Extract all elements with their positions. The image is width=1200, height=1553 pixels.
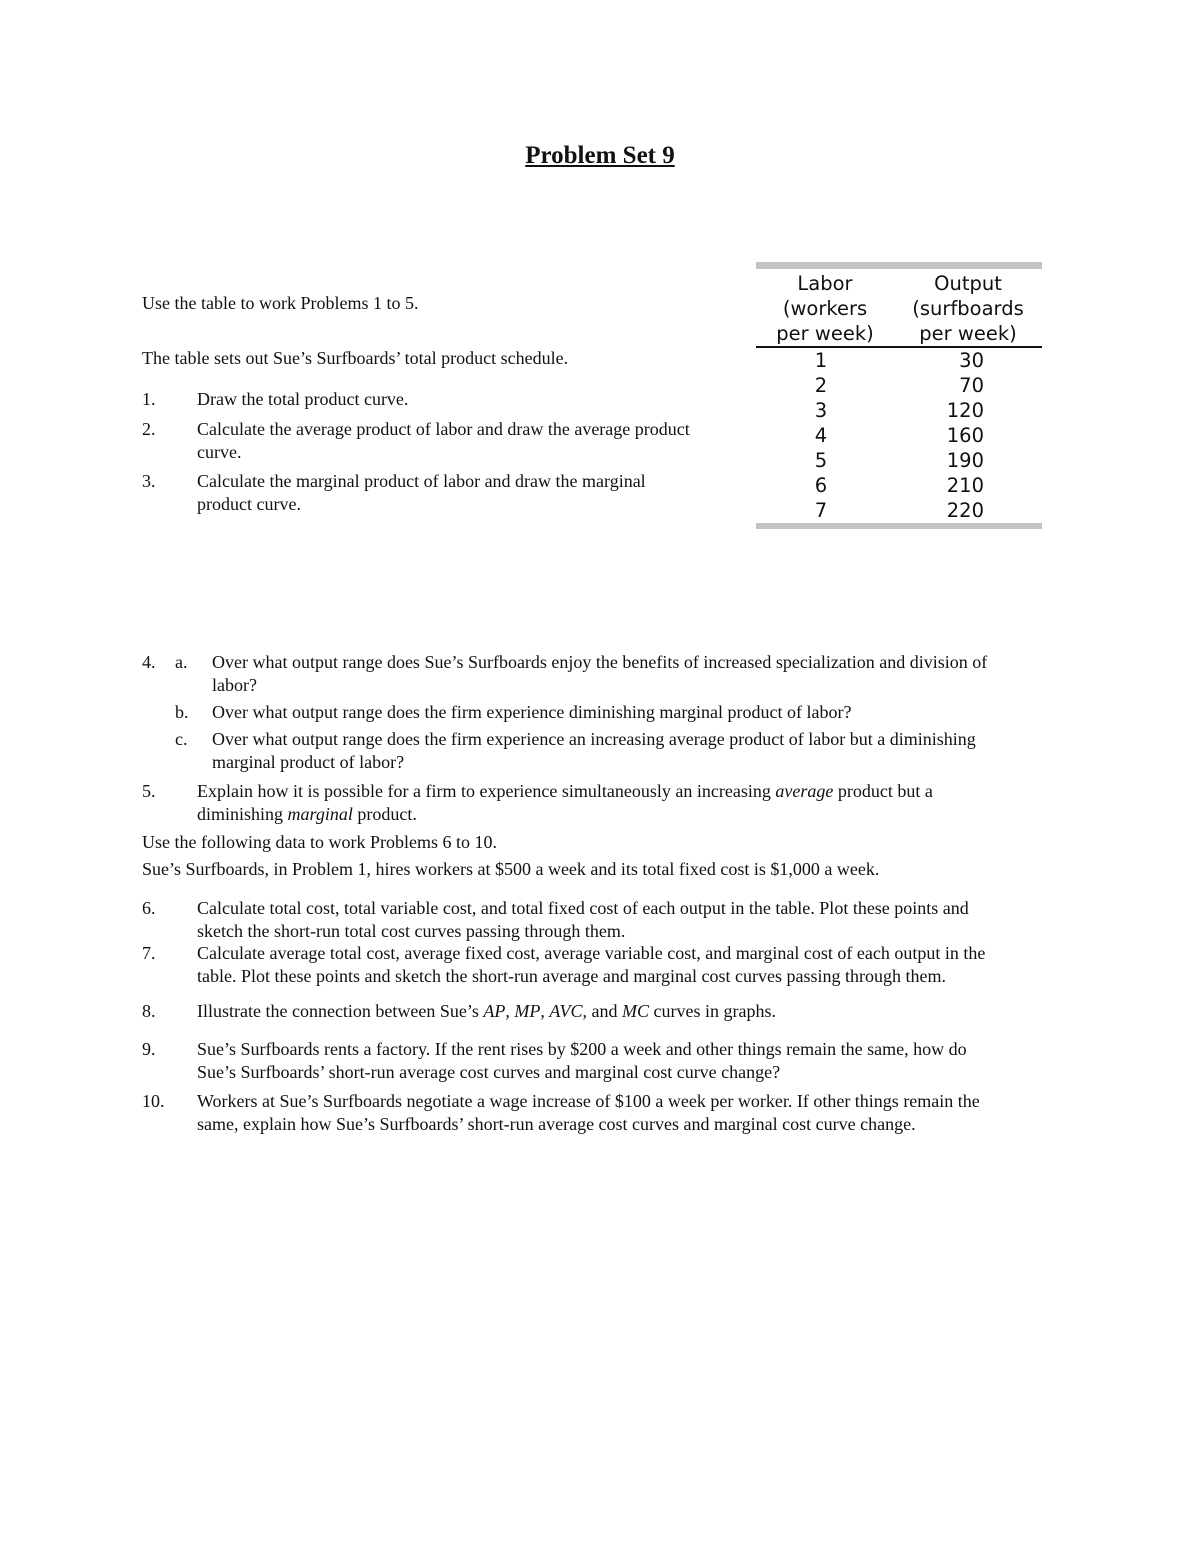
problem-text-line: Illustrate the connection between Sue’s AP, MP, AVC, and MC curves in graphs. (197, 1001, 776, 1021)
problem-text-line: Over what output range does the firm experience diminishing marginal product of labor? (212, 702, 852, 722)
output-cell: 160 (946, 424, 984, 447)
output-cell: 220 (946, 499, 984, 522)
problem-number: 10. (142, 1091, 165, 1111)
problem-text-line: same, explain how Sue’s Surfboards’ short-run average cost curves and marginal cost curve change. (197, 1114, 916, 1134)
intro-line-2: The table sets out Sue’s Surfboards’ total product schedule. (142, 348, 569, 368)
problem-text-line: Calculate average total cost, average fixed cost, average variable cost, and marginal cost of each output in the (197, 943, 986, 963)
table-row (756, 448, 1042, 473)
problem-number: 4. (142, 652, 156, 672)
problem-text-line: Over what output range does the firm experience an increasing average product of labor but a diminishing (212, 729, 976, 749)
table-row (756, 473, 1042, 498)
problem-text-line: labor? (212, 675, 257, 695)
output-cell: 190 (946, 449, 984, 472)
table-row (756, 373, 1042, 398)
header-labor: Labor (workers per week) (776, 272, 874, 345)
problem-number: 8. (142, 1001, 156, 1021)
problem-number: 9. (142, 1039, 156, 1059)
intro-line-1: Use the table to work Problems 1 to 5. (142, 293, 419, 313)
part-label: b. (175, 702, 189, 722)
table-bottom-rule (756, 523, 1042, 529)
output-cell: 210 (946, 474, 984, 497)
problem-text-line: Sue’s Surfboards rents a factory. If the rent rises by $200 a week and other things remain the same, how do (197, 1039, 967, 1059)
problem-text-line: Sue’s Surfboards’ short-run average cost curves and marginal cost curve change? (197, 1062, 781, 1082)
header-output: Output (surfboards per week) (912, 272, 1024, 345)
emphasis: marginal (287, 804, 353, 824)
problem-text-line: Calculate the marginal product of labor and draw the marginal (197, 471, 646, 491)
problem-text: Draw the total product curve. (197, 389, 409, 409)
table-top-rule (756, 262, 1042, 269)
problem-text-line: marginal product of labor? (212, 752, 405, 772)
total-product-table (756, 262, 1042, 529)
problem-text-line: curve. (197, 442, 242, 462)
problem-number: 5. (142, 781, 156, 801)
labor-cell: 4 (814, 424, 828, 447)
problem-number: 2. (142, 419, 156, 439)
table-row (756, 423, 1042, 448)
page-title: Problem Set 9 (525, 142, 675, 169)
table-row (756, 398, 1042, 423)
table-header (756, 269, 1042, 348)
labor-cell: 3 (814, 399, 828, 422)
data-intro-line-2: Sue’s Surfboards, in Problem 1, hires workers at $500 a week and its total fixed cost is $1,000 a week. (142, 859, 880, 879)
problem-number: 6. (142, 898, 156, 918)
problem-text-line: Calculate the average product of labor and draw the average product (197, 419, 690, 439)
problem-text-line: diminishing marginal product. (197, 804, 417, 824)
table-row (756, 348, 1042, 373)
problem-text-line: Workers at Sue’s Surfboards negotiate a wage increase of $100 a week per worker. If other things remain the (197, 1091, 980, 1111)
labor-cell: 1 (814, 349, 828, 372)
table-body (756, 348, 1042, 523)
data-intro-line-1: Use the following data to work Problems 6 to 10. (142, 832, 497, 852)
problem-text-line: Over what output range does Sue’s Surfboards enjoy the benefits of increased specialization and division of (212, 652, 988, 672)
problem-number: 1. (142, 389, 156, 409)
part-label: c. (175, 729, 188, 749)
problem-text-line: Explain how it is possible for a firm to experience simultaneously an increasing average product but a (197, 781, 933, 801)
output-cell: 120 (946, 399, 984, 422)
output-cell: 70 (959, 374, 984, 397)
output-cell: 30 (959, 349, 984, 372)
problem-number: 3. (142, 471, 156, 491)
problem-number: 7. (142, 943, 156, 963)
table-row (756, 498, 1042, 523)
problem-text-line: Calculate total cost, total variable cost, and total fixed cost of each output in the table. Plot these points and (197, 898, 969, 918)
labor-cell: 5 (814, 449, 828, 472)
part-label: a. (175, 652, 188, 672)
problem-text-line: sketch the short-run total cost curves passing through them. (197, 921, 626, 941)
problem-text-line: product curve. (197, 494, 301, 514)
labor-cell: 7 (814, 499, 828, 522)
emphasis: average (775, 781, 834, 801)
problem-text-line: table. Plot these points and sketch the short-run average and marginal cost curves passing through them. (197, 966, 946, 986)
labor-cell: 2 (814, 374, 828, 397)
labor-cell: 6 (814, 474, 828, 497)
